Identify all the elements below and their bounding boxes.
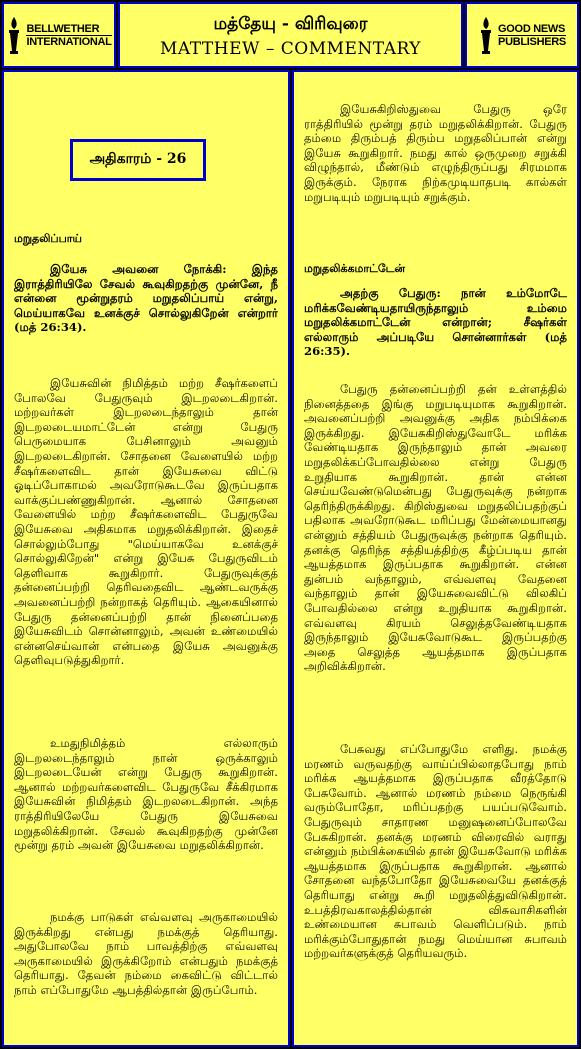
right-column	[292, 70, 579, 1047]
left-paragraph-1-wrap	[14, 376, 278, 668]
torch-icon	[6, 15, 22, 55]
good-news-line2: PUBLISHERS	[498, 35, 566, 48]
title-tamil: மத்தேயு - விரிவுரை	[213, 14, 368, 34]
bellwether-logo-box	[2, 2, 116, 68]
verse-text: இயேசு அவனை நோக்கி: இந்த இராத்திரியிலே சேவல் கூவுகிறதற்கு முன்னே, நீ என்னை மூன்றுதரம் மறுதலிப்பாய் என்று, மெய்யாகவே உனக்குச் சொல்லுகிறேன் என்றார் (மத் 26:34).	[14, 262, 278, 335]
good-news-logo	[478, 15, 566, 55]
good-news-line1: GOOD NEWS	[498, 22, 566, 35]
section-heading: மறுதலிக்கமாட்டேன்	[304, 262, 406, 275]
verse-text: அதற்கு பேதுரு: நான் உம்மோடே மரிக்கவேண்டியதாயிருந்தாலும் உம்மை மறுதலிக்கமாட்டேன் என்றான்; சீஷர்கள் எல்லாரும் அப்படியே சொன்னார்கள் (மத் 26:35).	[304, 286, 567, 359]
paragraph: உமதுநிமித்தம் எல்லாரும் இடறலடைந்தாலும் நான் ஒருக்காலும் இடறலடையேன் என்று பேதுரு கூறுகிறான். ஆனால் மற்றவர்களைவிட பேதுருவே சீக்கிரமாக இயேசுவின் நிமித்தம் இடறலடைகிறான். அந்த ராத்திரியிலேயே பேதுரு இயேசுவை மறுதலிக்கிறான். சேவல் கூவுகிறதற்கு முன்னே மூன்று தரம் அவன் இயேசுவை மறுதலிக்கிறான்.	[14, 736, 278, 853]
paragraph: இயேசுகிறிஸ்துவை பேதுரு ஒரே ராத்திரியில் மூன்று தரம் மறுதலிக்கிறான். பேதுரு தம்மை திரும்பத் திரும்ப மறுதலிப்பான் என்று இயேசு கூறுகிறார். நமது கால் ஒருமுறை சறுக்கி விழுந்தால், மீண்டும் எழுந்திருப்பது சிரமமாக இருக்கும். நேராக நிற்கமுடியாதபடி கால்கள் மறுபடியும் மறுபடியும் சறுக்கும்.	[304, 102, 567, 204]
right-paragraph-top-wrap	[304, 102, 567, 204]
right-paragraph-2-wrap	[304, 742, 567, 961]
good-news-logo-box	[465, 2, 579, 68]
title-box	[118, 2, 463, 68]
left-paragraph-3-wrap	[14, 910, 278, 998]
right-paragraph-1-wrap	[304, 382, 567, 674]
torch-icon	[478, 15, 494, 55]
left-paragraph-2-wrap	[14, 736, 278, 853]
right-section-heading-wrap	[304, 262, 567, 277]
bellwether-line2: INTERNATIONAL	[26, 35, 112, 48]
paragraph: நமக்கு பாடுகள் எவ்வளவு அருகாமையில் இருக்கிறது என்பது நமக்குத் தெரியாது. அதுபோலவே நாம் பாவத்திற்கு எவ்வளவு அருகாமையில் இருக்கிறோம் என்பதும் நமக்குத் தெரியாது. தேவன் நம்மை கைவிட்டு விட்டால் நாம் எப்போதுமே ஆபத்தில்தான் இருப்போம்.	[14, 910, 278, 997]
right-verse-wrap	[304, 286, 567, 359]
chapter-label: அதிகாரம் - 26	[70, 139, 206, 181]
left-column	[2, 70, 290, 1047]
title-english: MATTHEW – COMMENTARY	[160, 39, 421, 59]
section-heading: மறுதலிப்பாய்	[14, 232, 82, 245]
paragraph: இயேசுவின் நிமித்தம் மற்ற சீஷர்களைப் போலவே பேதுருவும் இடறலடைகிறான். மற்றவர்கள் இடறலடைந்தாலும் தான் இடறலடையமாட்டேன் என்று பேதுரு பெருமையாக பேசினாலும் அவனும் இடறலடைகிறான். சோதனை வேளையில் மற்ற சீஷர்களைவிட தான் இயேசுவை விட்டு ஓடிப்போகாமல் அவரோடுகூடவே இருப்பதாக வாக்குப்பண்ணுகிறான். ஆனால் சோதனை வேளையில் மற்ற சீஷர்களைவிட பேதுருவே இயேசுவை அதிகமாக மறுதலிக்கிறான். இதைச் சொல்லும்போது "மெய்யாகவே உனக்குச் சொல்லுகிறேன்" என்று இயேசு பேதுருவிடம் தெளிவாக கூறுகிறார். பேதுருவுக்குத் தன்னைப்பற்றி தெரிவதைவிட ஆண்டவருக்கு அவனைப்பற்றி நன்றாகத் தெரியும். ஆகையினால் பேதுரு தன்னைப்பற்றி தான் நினைப்பதை இயேசுவிடம் சொன்னாலும், அவன் உண்மையில் என்னசெய்வான் என்பதை இயேசு அவனுக்கு தெளிவுபடுத்துகிறார்.	[14, 376, 278, 668]
paragraph: பேசுவது எப்போதுமே எளிது. நமக்கு மரணம் வருவதற்கு வாய்ப்பில்லாதபோது நாம் மரிக்க ஆயத்தமாக இருப்பதாக வீரத்தோடு பேசுவோம். ஆனால் மரணம் நம்மை நெருங்கி வரும்போதோ, மரிப்பதற்கு பயப்படுவோம். பேதுருவும் சாதாரண மனுஷனைப்போலவே பேசுகிறான். தனக்கு மரணம் விரைவில் வராது என்னும் நம்பிக்கையில் தான் இயேசுவோடு மரிக்க ஆயத்தமாக இருப்பதாக கூறுகிறான். ஆனால் சோதனை வந்தபோதோ இயேசுவையே தனக்குத் தெரியாது என்று கூறி மறுதலித்துவிடுகிறான். உபத்திரவகாலத்தில்தான் விசுவாசிகளின் உண்மையான சுபாவம் வெளிப்படும். நாம் மரிக்கும்போதுதான் நமது மெய்யான சுபாவம் மற்றவர்களுக்குத் தெரியவரும்.	[304, 742, 567, 961]
left-section-heading-wrap	[14, 232, 278, 247]
paragraph: பேதுரு தன்னைப்பற்றி தன் உள்ளத்தில் நினைத்ததை இங்கு மறுபடியுமாக கூறுகிறான். அவனைப்பற்றி அவனுக்கு அதிக நம்பிக்கை இருக்கிறது. இயேசுகிறிஸ்துவோடே மரிக்க வேண்டியதாக இருந்தாலும் தான் அவரை மறுதலிக்கப்போவதில்லை என்று பேதுரு உறுதியாக கூறுகிறான். தான் என்ன செய்யவேண்டுமென்பது பேதுருவுக்கு நன்றாக தெரிந்திருக்கிறது. கிறிஸ்துவை மறுதலிப்பதற்குப் பதிலாக அவரோடுகூட மரிப்பது மேன்மையானது என்னும் சத்தியம் பேதுருவுக்கு நன்றாக தெரியும். தனக்கு தெரிந்த சத்தியத்திற்கு கீழ்ப்படிய தான் ஆயத்தமாக இருப்பதாக கூறுகிறான். என்ன துன்பம் வந்தாலும், எவ்வளவு வேதனை வந்தாலும் தான் இயேசுவைவிட்டு விலகிப் போவதில்லை என்று உறுதியாக கூறுகிறான். எவ்வளவு கிரயம் செலுத்தவேண்டியதாக இருந்தாலும் இயேசுவோடுகூட இருப்பதற்கு அதை செலுத்த ஆயத்தமாக இருப்பதாக அறிவிக்கிறான்.	[304, 382, 567, 674]
left-verse-wrap	[14, 262, 278, 335]
bellwether-logo	[6, 15, 111, 55]
bellwether-line1: BELLWETHER	[26, 22, 100, 35]
